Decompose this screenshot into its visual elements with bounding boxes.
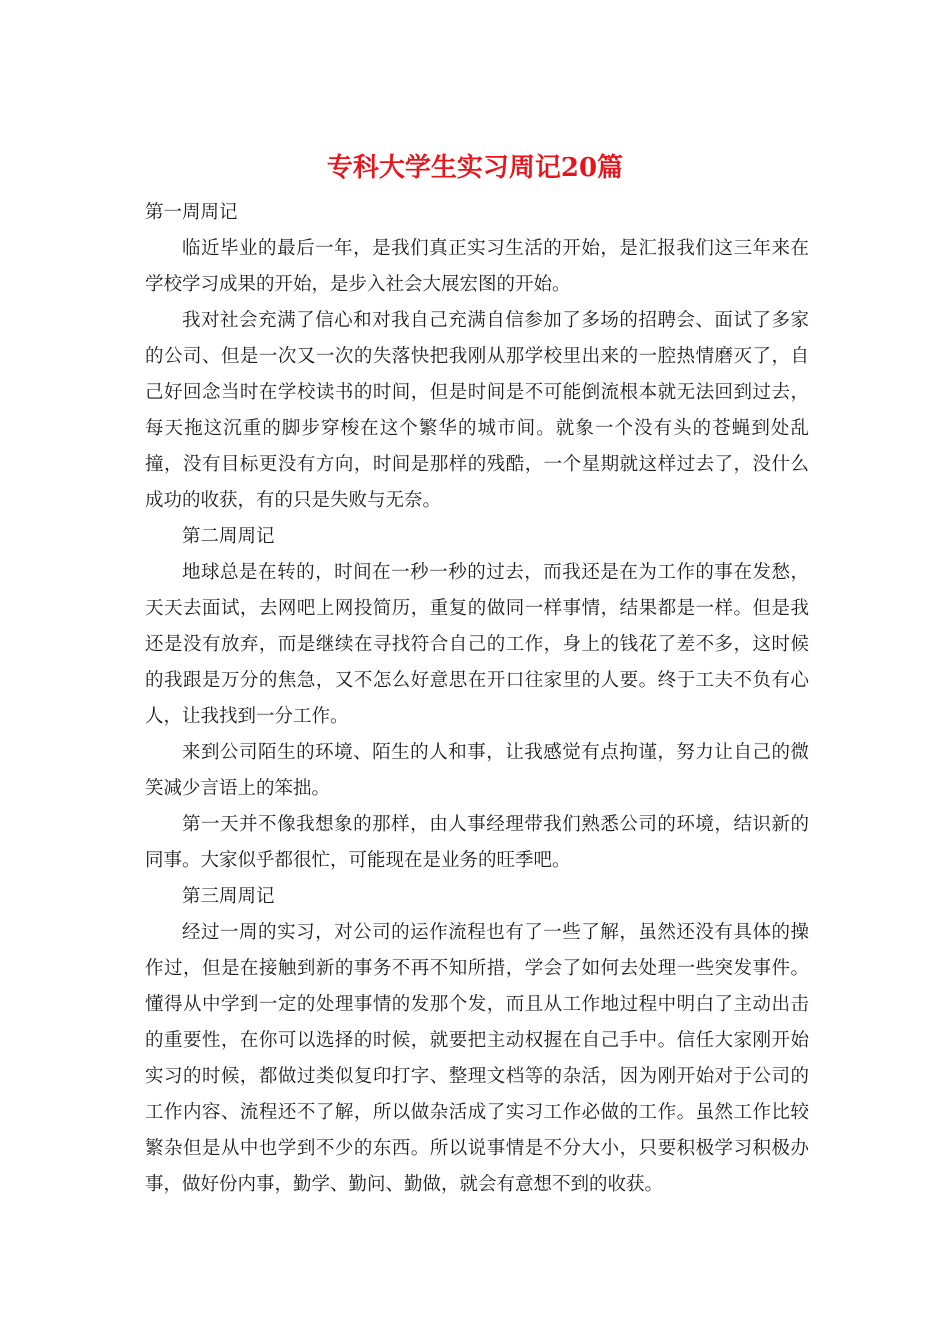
paragraph: 我对社会充满了信心和对我自己充满自信参加了多场的招聘会、面试了多家的公司、但是一次又一次的失落快把我刚从那学校里出来的一腔热情磨灭了，自己好回念当时在学校读书的时间，但是时间是不可能倒流根本就无法回到过去，每天拖这沉重的脚步穿梭在这个繁华的城市间。就象一个没有头的苍蝇到处乱撞，没有目标更没有方向，时间是那样的残酷，一个星期就这样过去了，没什么成功的收获，有的只是失败与无奈。 (145, 310, 809, 511)
section-heading-week-1: 第一周周记 (145, 202, 238, 223)
paragraph: 临近毕业的最后一年，是我们真正实习生活的开始，是汇报我们这三年来在学校学习成果的开始，是步入社会大展宏图的开始。 (145, 238, 809, 295)
paragraph: 地球总是在转的，时间在一秒一秒的过去，而我还是在为工作的事在发愁，天天去面试，去网吧上网投简历，重复的做同一样事情，结果都是一样。但是我还是没有放弃，而是继续在寻找符合自己的工作，身上的钱花了差不多，这时候的我跟是万分的焦急，又不怎么好意思在开口往家里的人要。终于工夫不负有心人，让我找到一分工作。 (145, 562, 809, 727)
paragraph: 经过一周的实习，对公司的运作流程也有了一些了解，虽然还没有具体的操作过，但是在接触到新的事务不再不知所措，学会了如何去处理一些突发事件。懂得从中学到一定的处理事情的发那个发，而且从工作地过程中明白了主动出击的重要性，在你可以选择的时候，就要把主动权握在自己手中。信任大家刚开始实习的时候，都做过类似复印打字、整理文档等的杂活，因为刚开始对于公司的工作内容、流程还不了解，所以做杂活成了实习工作必做的工作。虽然工作比较繁杂但是从中也学到不少的东西。所以说事情是不分大小，只要积极学习积极办事，做好份内事，勤学、勤问、勤做，就会有意想不到的收获。 (145, 922, 809, 1195)
paragraph: 来到公司陌生的环境、陌生的人和事，让我感觉有点拘谨，努力让自己的微笑减少言语上的笨拙。 (145, 742, 809, 799)
section-heading-week-2: 第二周周记 (182, 526, 275, 547)
paragraph: 第一天并不像我想象的那样，由人事经理带我们熟悉公司的环境，结识新的同事。大家似乎都很忙，可能现在是业务的旺季吧。 (145, 814, 809, 871)
section-heading-week-3: 第三周周记 (182, 886, 275, 907)
document-body (145, 195, 809, 1203)
document-title: 专科大学生实习周记20篇 (326, 153, 624, 183)
